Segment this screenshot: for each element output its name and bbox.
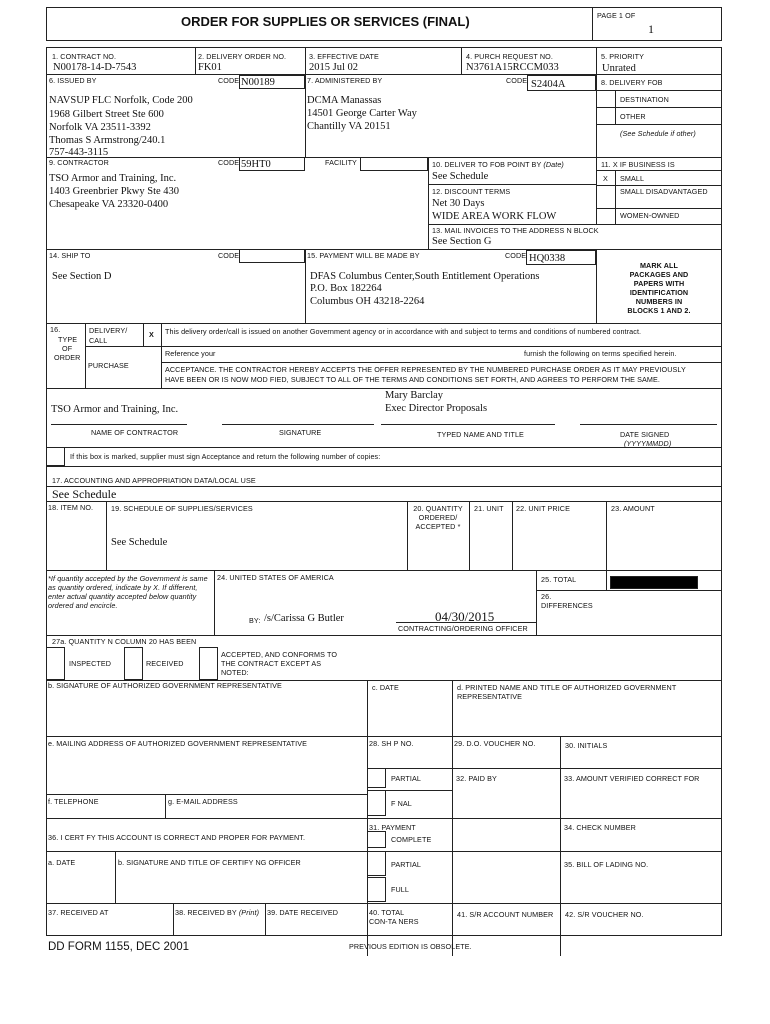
usa-label: 24. UNITED STATES OF AMERICA: [217, 573, 334, 582]
small-business-mark: X: [603, 174, 608, 183]
certify-label: 36. I CERT FY THIS ACCOUNT IS CORRECT AND PROPER FOR PAYMENT.: [48, 833, 306, 842]
mark-all-5: NUMBERS IN: [635, 297, 683, 306]
auth-rep-signature-label: b. SIGNATURE OF AUTHORIZED GOVERNMENT REPRESENTATIVE: [48, 681, 282, 690]
payment-by-label: 15. PAYMENT WILL BE MADE BY: [307, 251, 420, 260]
schedule-label: 19. SCHEDULE OF SUPPLIES/SERVICES: [111, 504, 253, 513]
amount-label: 23. AMOUNT: [611, 504, 655, 513]
delivery-call-label-2: CALL: [89, 336, 108, 345]
deliver-to-label: 10. DELIVER TO FOB POINT BY (Date): [432, 160, 564, 169]
sr-voucher-label: 42. S/R VOUCHER NO.: [565, 910, 644, 919]
typed-name-label: TYPED NAME AND TITLE: [437, 430, 524, 439]
typed-title: Exec Director Proposals: [385, 403, 488, 414]
date-signed-label: DATE SIGNED: [620, 430, 670, 439]
schedule-value: See Schedule: [111, 537, 168, 548]
payment-by-line-2: P.O. Box 182264: [310, 283, 382, 294]
contractor-line-2: 1403 Greenbrier Pkwy Ste 430: [49, 186, 180, 197]
ship-to-label: 14. SHIP TO: [49, 251, 91, 260]
total-containers-label-1: 40. TOTAL: [369, 908, 405, 917]
administered-by-line-2: 14501 George Carter Way: [307, 108, 417, 119]
auth-rep-name-label-2: REPRESENTATIVE: [457, 692, 523, 701]
women-owned: WOMEN-OWNED: [620, 211, 680, 220]
payment-by-line-3: Columbus OH 43218-2264: [310, 296, 425, 307]
mark-all-6: BLOCKS 1 AND 2.: [627, 306, 691, 315]
purchase-label: PURCHASE: [88, 361, 129, 370]
accounting-label: 17. ACCOUNTING AND APPROPRIATION DATA/LOCAL USE: [52, 476, 256, 485]
footnote-3: enter actual quantity accepted below quantity: [48, 592, 197, 601]
issued-by-line-2: 1968 Gilbert Street Ste 600: [49, 109, 164, 120]
discount-terms-2: WIDE AREA WORK FLOW: [432, 211, 557, 222]
administered-by-line-3: Chantilly VA 20151: [307, 121, 391, 132]
partial2-label: PARTIAL: [391, 860, 421, 869]
issued-by-label: 6. ISSUED BY: [49, 76, 97, 85]
mark-all-2: PACKAGES AND: [629, 270, 689, 279]
ship-no-label: 28. SH P NO.: [369, 739, 414, 748]
contractor-label: 9. CONTRACTOR: [49, 158, 109, 167]
payment-by-code: HQ0338: [529, 253, 566, 264]
issued-by-line-1: NAVSUP FLC Norfolk, Code 200: [49, 95, 193, 106]
page-count: 1: [648, 22, 654, 36]
ordering-officer-signature: /s/Carissa G Butler: [264, 613, 344, 624]
mail-invoices-label: 13. MAIL INVOICES TO THE ADDRESS N BLOCK: [432, 226, 599, 235]
mail-invoices-value: See Section G: [432, 236, 492, 247]
form-title: ORDER FOR SUPPLIES OR SERVICES (FINAL): [181, 14, 470, 29]
partial2-checkbox[interactable]: [367, 851, 386, 876]
name-of-contractor-label: NAME OF CONTRACTOR: [91, 428, 179, 437]
accepted-label-3: NOTED:: [221, 668, 249, 677]
auth-rep-name-label-1: d. PRINTED NAME AND TITLE OF AUTHORIZED GOVERNMENT: [457, 683, 677, 692]
check-number-label: 34. CHECK NUMBER: [564, 823, 636, 832]
ship-to-code-label: CODE: [218, 251, 240, 260]
received-checkbox[interactable]: [124, 647, 143, 680]
total-containers-label-2: CON-TA NERS: [369, 917, 419, 926]
total-label: 25. TOTAL: [541, 575, 577, 584]
amount-verified-label: 33. AMOUNT VERIFIED CORRECT FOR: [564, 774, 700, 783]
facility-box: [360, 157, 428, 171]
obsolete-note: PREVIOUS EDITION IS OBSOLETE.: [349, 942, 472, 951]
delivery-call-mark: X: [149, 330, 154, 339]
date-format-label: (YYYYMMDD): [624, 439, 672, 448]
final-label: F NAL: [391, 799, 412, 808]
fob-other: OTHER: [620, 112, 646, 121]
contractor-line-3: Chesapeake VA 23320-0400: [49, 199, 169, 210]
purch-request-no: N3761A15RCCM033: [466, 62, 559, 73]
facility-label: FACILITY: [325, 158, 357, 167]
quantity-label-2: ORDERED/: [418, 513, 458, 522]
ship-to-code-box: [239, 249, 305, 263]
initials-label: 30. INITIALS: [565, 741, 608, 750]
quantity-label-3: ACCEPTED *: [415, 522, 461, 531]
footnote-2: as quantity ordered, indicate by X. If different,: [48, 583, 198, 592]
priority-label: 5. PRIORITY: [601, 52, 645, 61]
issued-by-code-label: CODE: [218, 76, 240, 85]
mailing-address-label: e. MAILING ADDRESS OF AUTHORIZED GOVERNMENT REPRESENTATIVE: [48, 739, 307, 748]
mark-all-1: MARK ALL: [639, 261, 679, 270]
certify-signature-label: b. SIGNATURE AND TITLE OF CERTIFY NG OFFICER: [118, 858, 301, 867]
discount-terms-1: Net 30 Days: [432, 198, 485, 209]
mark-all-4: IDENTIFICATION: [629, 288, 689, 297]
footnote-4: ordered and encircle.: [48, 601, 118, 610]
delivery-order-no: FK01: [198, 62, 222, 73]
small-business: SMALL: [620, 174, 645, 183]
contractor-name-value: TSO Armor and Training, Inc.: [51, 404, 179, 415]
full-label: FULL: [391, 885, 409, 894]
mark-all-3: PAPERS WITH: [633, 279, 685, 288]
unit-label: 21. UNIT: [474, 504, 504, 513]
bill-of-lading-label: 35. BILL OF LADING NO.: [564, 860, 649, 869]
complete-checkbox[interactable]: [367, 831, 386, 848]
contractor-line-1: TSO Armor and Training, Inc.: [49, 173, 177, 184]
fob-note: (See Schedule if other): [620, 129, 696, 138]
complete-label: COMPLETE: [391, 835, 432, 844]
contracting-officer-label: CONTRACTING/ORDERING OFFICER: [398, 624, 528, 633]
signature-label: SIGNATURE: [279, 428, 322, 437]
effective-date-label: 3. EFFECTIVE DATE: [309, 52, 379, 61]
date-received-label: 39. DATE RECEIVED: [267, 908, 339, 917]
administered-by-code-label: CODE: [506, 76, 528, 85]
contractor-code: 59HT0: [241, 159, 271, 170]
purch-request-label: 4. PURCH REQUEST NO.: [466, 52, 553, 61]
partial-label: PARTIAL: [391, 774, 421, 783]
item-no-label: 18. ITEM NO.: [48, 503, 94, 512]
payment-label: 31. PAYMENT: [369, 823, 416, 832]
inspected-checkbox[interactable]: [46, 647, 65, 680]
signed-date: 04/30/2015: [435, 609, 495, 624]
payment-by-code-label: CODE: [505, 251, 527, 260]
paid-by-label: 32. PAID BY: [456, 774, 497, 783]
discount-terms-label: 12. DISCOUNT TERMS: [432, 187, 511, 196]
accounting-value: See Schedule: [52, 487, 117, 501]
partial-checkbox[interactable]: [367, 768, 386, 788]
acceptance-text-1: ACCEPTANCE. THE CONTRACTOR HEREBY ACCEPTS THE OFFER REPRESENTED BY THE NUMBERED PURCHASE ORDER AS IT MAY PREVIOUSLY: [165, 365, 686, 374]
contract-no: N00178-14-D-7543: [53, 62, 137, 73]
business-type-label: 11. X IF BUSINESS IS: [601, 160, 675, 169]
by-label: BY:: [249, 616, 261, 625]
type-order-label-1: 16.: [50, 325, 61, 334]
type-order-label-3: OF: [62, 344, 73, 353]
contractor-code-label: CODE: [218, 158, 240, 167]
accepted-label-1: ACCEPTED, AND CONFORMS TO: [221, 650, 338, 659]
quantity-label: 20. QUANTITY: [413, 504, 463, 513]
differences-label-1: 26.: [541, 592, 552, 601]
reference-your: Reference your: [165, 349, 216, 358]
issued-by-line-3: Norfolk VA 23511-3392: [49, 122, 151, 133]
administered-by-label: 7. ADMINISTERED BY: [307, 76, 383, 85]
differences-label-2: DIFFERENCES: [541, 601, 593, 610]
delivery-order-label: 2. DELIVERY ORDER NO.: [198, 52, 287, 61]
form-number: DD FORM 1155, DEC 2001: [48, 941, 190, 953]
acceptance-text-2: HAVE BEEN OR IS NOW MOD FIED, SUBJECT TO ALL OF THE TERMS AND CONDITIONS SET FORTH, AND AGREES TO PERFORM THE SAME.: [165, 375, 661, 384]
sr-account-label: 41. S/R ACCOUNT NUMBER: [457, 910, 554, 919]
footnote-1: *If quantity accepted by the Government is same: [48, 574, 208, 583]
type-order-label-4: ORDER: [54, 353, 81, 362]
inspected-label: INSPECTED: [69, 659, 112, 668]
received-label: RECEIVED: [146, 659, 184, 668]
typed-name: Mary Barclay: [385, 390, 444, 401]
auth-rep-date-label: c. DATE: [372, 683, 399, 692]
email-label: g. E-MAIL ADDRESS: [168, 797, 238, 806]
small-disadvantaged: SMALL DISADVANTAGED: [620, 187, 708, 196]
deliver-to-value: See Schedule: [432, 171, 489, 182]
delivery-fob-label: 8. DELIVERY FOB: [601, 78, 663, 87]
contract-no-label: 1. CONTRACT NO.: [52, 52, 117, 61]
total-redacted: [610, 576, 698, 589]
issued-by-line-5: 757-443-3115: [49, 147, 109, 158]
issued-by-code: N00189: [241, 77, 275, 88]
payment-by-line-1: DFAS Columbus Center,South Entitlement Operations: [310, 271, 540, 282]
effective-date: 2015 Jul 02: [309, 62, 359, 73]
received-at-label: 37. RECEIVED AT: [48, 908, 109, 917]
quantity-col-20-label: 27a. QUANTITY N COLUMN 20 HAS BEEN: [52, 637, 197, 646]
fob-destination: DESTINATION: [620, 95, 669, 104]
accepted-label-2: THE CONTRACT EXCEPT AS: [221, 659, 322, 668]
do-voucher-label: 29. D.O. VOUCHER NO.: [454, 739, 536, 748]
accepted-checkbox[interactable]: [199, 647, 218, 680]
type-order-label-2: TYPE: [58, 335, 78, 344]
final-checkbox[interactable]: [367, 790, 386, 816]
administered-by-code: S2404A: [531, 79, 566, 90]
telephone-label: f. TELEPHONE: [48, 797, 99, 806]
delivery-call-label: DELIVERY/: [89, 326, 128, 335]
acceptance-checkbox-text: If this box is marked, supplier must sign Acceptance and return the following number of copies:: [70, 452, 381, 461]
issued-by-line-4: Thomas S Armstrong/240.1: [49, 135, 166, 146]
delivery-order-text: This delivery order/call is issued on another Government agency or in accordance with and subject to terms and conditions of numbered contract.: [165, 327, 642, 336]
page-label: PAGE 1 OF: [597, 11, 636, 20]
priority: Unrated: [602, 63, 636, 74]
full-checkbox[interactable]: [367, 877, 386, 902]
furnish-text: furnish the following on terms specified herein.: [524, 349, 677, 358]
unit-price-label: 22. UNIT PRICE: [516, 504, 570, 513]
ship-to-value: See Section D: [52, 271, 112, 282]
certify-date-label: a. DATE: [48, 858, 76, 867]
received-by-label: 38. RECEIVED BY (Print): [175, 908, 260, 917]
administered-by-line-1: DCMA Manassas: [307, 95, 382, 106]
